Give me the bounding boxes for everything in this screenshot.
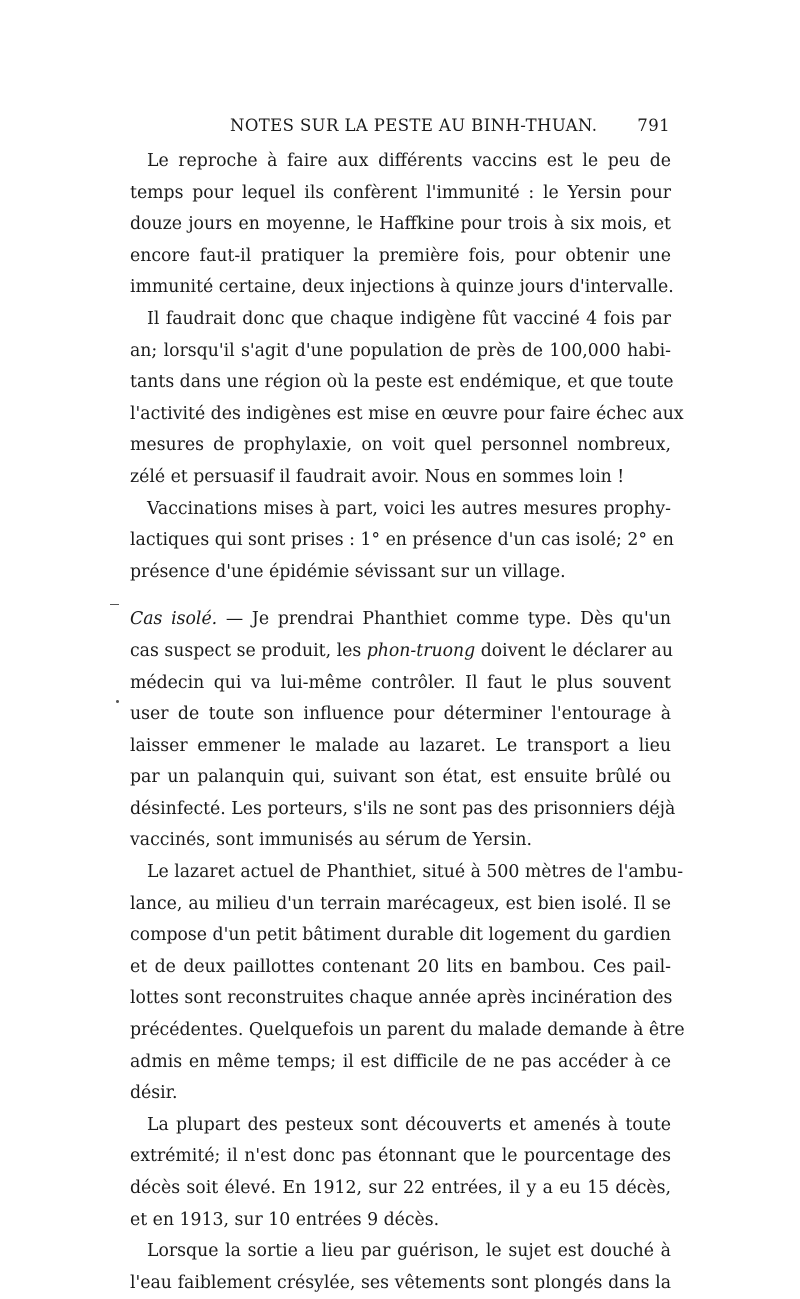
margin-dot: [116, 700, 119, 703]
text-line: Vaccinations mises à part, voici les autres mesures prophy-: [147, 498, 671, 519]
text-line: zélé et persuasif il faudrait avoir. Nous en sommes loin !: [130, 466, 625, 487]
text-line: encore faut-il pratiquer la première fois, pour obtenir une: [130, 245, 671, 266]
text-line: Lorsque la sortie a lieu par guérison, le sujet est douché à: [147, 1241, 671, 1262]
text-line: user de toute son influence pour déterminer l'entourage à: [130, 704, 671, 725]
text-line: Le lazaret actuel de Phanthiet, situé à 500 mètres de l'ambu-: [147, 862, 684, 883]
text-line: compose d'un petit bâtiment durable dit logement du gardien: [130, 925, 672, 946]
text-line: médecin qui va lui-même contrôler. Il faut le plus souvent: [130, 672, 671, 693]
text-line: La plupart des pesteux sont découverts et amenés à toute: [147, 1114, 671, 1135]
text-line: l'activité des indigènes est mise en œuvre pour faire échec aux: [130, 403, 684, 424]
page-number: 791: [637, 116, 670, 135]
text-line: an; lorsqu'il s'agit d'une population de près de 100,000 habi-: [130, 340, 671, 361]
text-line: douze jours en moyenne, le Haffkine pour trois à six mois, et: [130, 214, 671, 235]
text-line: mesures de prophylaxie, on voit quel personnel nombreux,: [130, 435, 671, 456]
text-line: lottes sont reconstruites chaque année après incinération des: [130, 988, 673, 1009]
text-line: vaccinés, sont immunisés au sérum de Yersin.: [130, 830, 533, 851]
text-line: extrémité; il n'est donc pas étonnant que le pourcentage des: [130, 1146, 671, 1167]
text-line: présence d'une épidémie sévissant sur un village.: [130, 561, 566, 582]
text-line: l'eau faiblement crésylée, ses vêtements sont plongés dans la: [130, 1272, 671, 1293]
text-line: tants dans une région où la peste est endémique, et que toute: [130, 372, 674, 393]
text-line: désir.: [130, 1083, 178, 1104]
italic-term: phon-truong: [366, 640, 476, 661]
margin-mark: [110, 604, 119, 605]
text-line: Cas isolé. — Je prendrai Phanthiet comme type. Dès qu'un: [130, 609, 672, 630]
text-line: lance, au milieu d'un terrain marécageux, est bien isolé. Il se: [130, 893, 671, 914]
running-head: [130, 116, 670, 142]
section-heading: Cas isolé.: [130, 609, 218, 630]
text-line: précédentes. Quelquefois un parent du malade demande à être: [130, 1020, 685, 1041]
text-line: décès soit élevé. En 1912, sur 22 entrées, il y a eu 15 décès,: [130, 1178, 671, 1198]
text-line: temps pour lequel ils confèrent l'immunité : le Yersin pour: [130, 182, 671, 203]
text-line: laisser emmener le malade au lazaret. Le transport a lieu: [130, 735, 671, 756]
text-line: et en 1913, sur 10 entrées 9 décès.: [130, 1209, 440, 1230]
text-line: cas suspect se produit, les phon-truong doivent le déclarer au: [130, 640, 673, 661]
body-text: [130, 146, 685, 1299]
text-line: désinfecté. Les porteurs, s'ils ne sont pas des prisonniers déjà: [130, 798, 676, 819]
text-line: Le reproche à faire aux différents vaccins est le peu de: [147, 151, 671, 171]
text-line: par un palanquin qui, suivant son état, est ensuite brûlé ou: [130, 767, 671, 788]
text-line: Il faudrait donc que chaque indigène fût vacciné 4 fois par: [147, 308, 671, 329]
text-line: immunité certaine, deux injections à quinze jours d'intervalle.: [130, 277, 674, 298]
text-line: lactiques qui sont prises : 1° en présence d'un cas isolé; 2° en: [130, 530, 674, 551]
text-line: admis en même temps; il est difficile de ne pas accéder à ce: [130, 1051, 671, 1072]
text-line: et de deux paillottes contenant 20 lits en bambou. Ces pail-: [130, 956, 671, 977]
running-title: NOTES SUR LA PESTE AU BINH-THUAN.: [230, 116, 598, 135]
